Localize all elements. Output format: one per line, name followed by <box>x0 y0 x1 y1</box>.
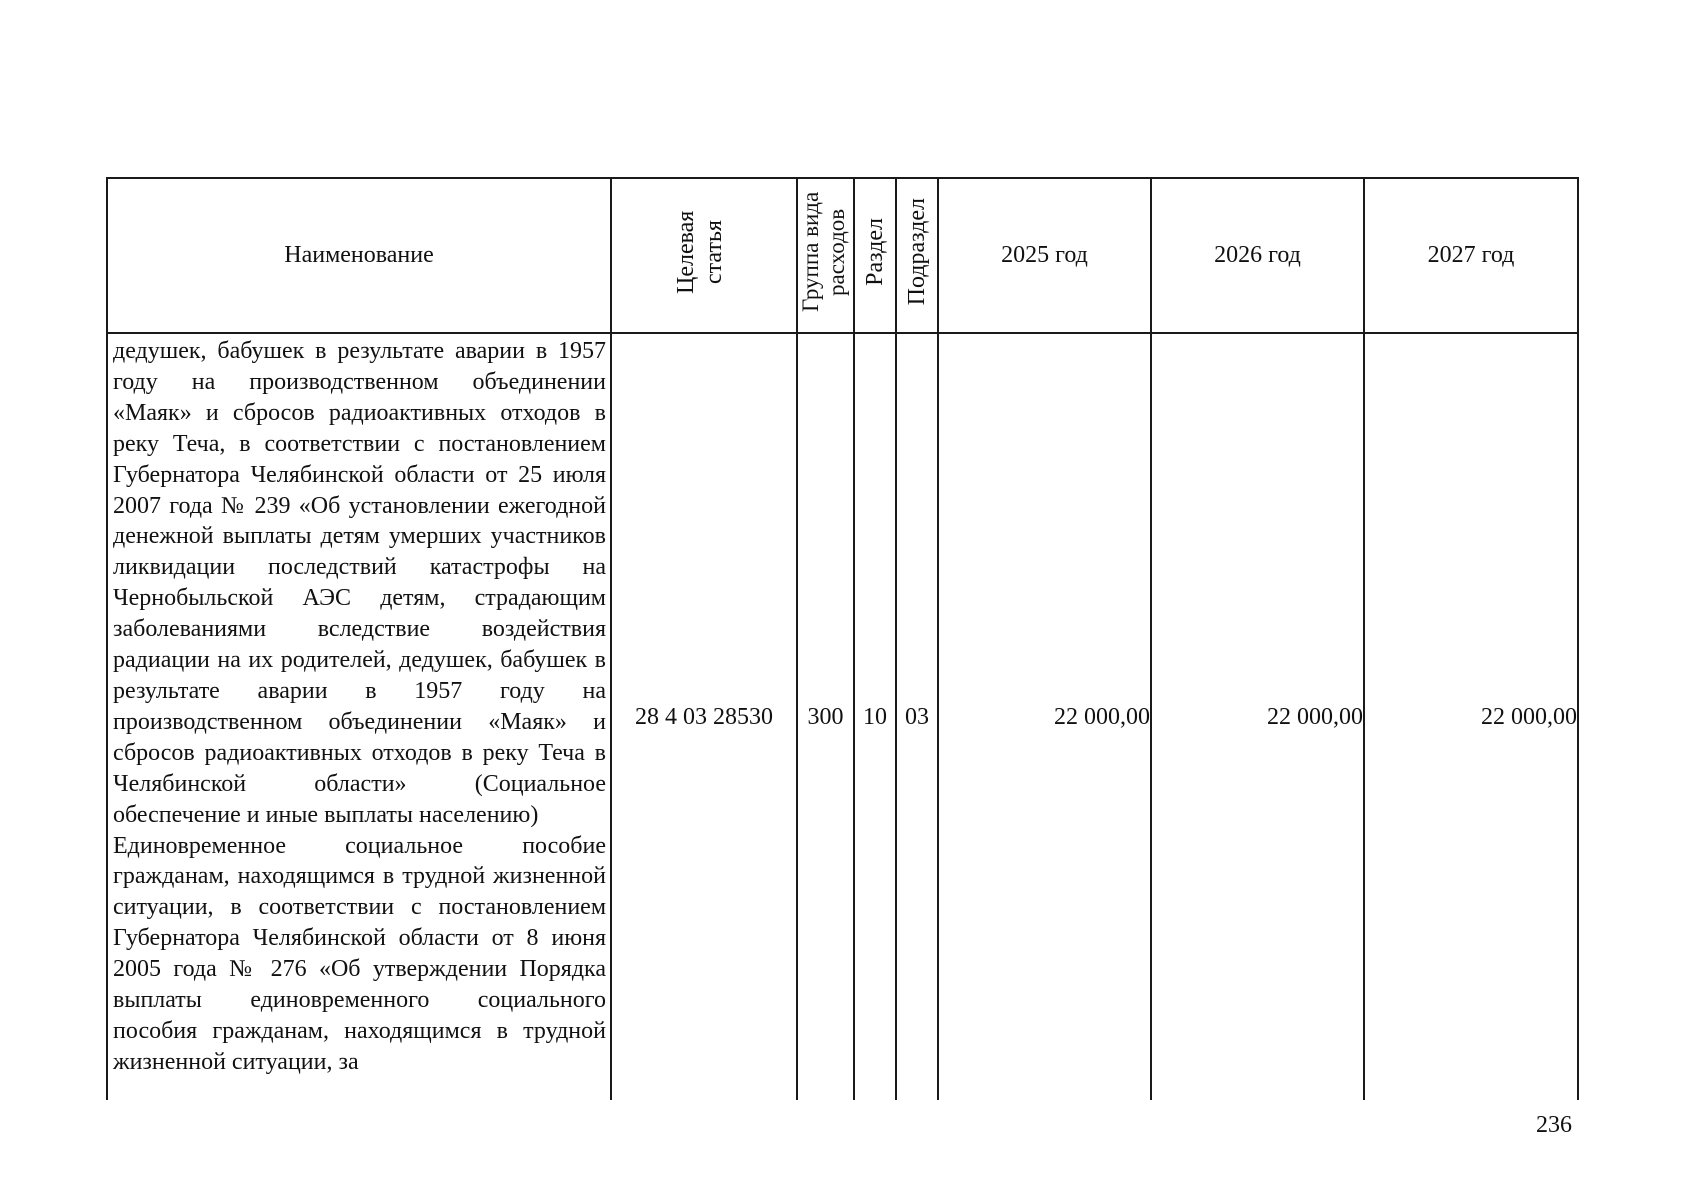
row-name-cell <box>107 333 611 1100</box>
header-target-article <box>611 178 797 333</box>
header-year-2027-label: 2027 год <box>1427 242 1515 268</box>
header-year-2026 <box>1151 178 1364 333</box>
row-target-article: 28 4 03 28530 <box>611 333 797 1100</box>
row-amount-2027: 22 000,00 <box>1364 333 1578 1100</box>
row-name-part1: дедушек, бабушек в результате аварии в 1957 году на производственном объединении «Маяк» и сбросов радиоактивных отходов в реку Теча, в соответствии с постановлением Губернатора Челябинской области от 25 июля 2007 года № 239 «Об установлении ежегодной денежной выплаты детям умерших участников ликвидации последствий катастрофы на Чернобыльской АЭС детям, страдающим заболеваниями вследствие воздействия радиации на их родителей, дедушек, бабушек в результате аварии в 1957 году на производственном объединении «Маяк» и сбросов радиоактивных отходов в реку Теча в Челябинской области» (Социальное обеспечение и иные выплаты населению) <box>113 338 606 828</box>
row-name-part2: Единовременное социальное пособие гражданам, находящимся в трудной жизненной ситуации, в соответствии с постановлением Губернатора Челябинской области от 8 июня 2005 года № 276 «Об утверждении Порядка выплаты единовременного социального пособия гражданам, находящимся в трудной жизненной ситуации, за <box>113 832 606 1075</box>
header-subsection-label: Подраздел <box>904 198 930 306</box>
header-section <box>854 178 896 333</box>
header-name-label: Наименование <box>284 242 434 268</box>
header-year-2025 <box>938 178 1151 333</box>
row-expense-group: 300 <box>797 333 854 1100</box>
header-expense-group-label: Группа вида расходов <box>798 191 849 313</box>
header-name <box>107 178 611 333</box>
budget-table <box>106 177 1579 1100</box>
header-year-2027 <box>1364 178 1578 333</box>
header-section-label: Раздел <box>862 218 888 286</box>
row-subsection: 03 <box>896 333 938 1100</box>
row-amount-2025: 22 000,00 <box>938 333 1151 1100</box>
header-target-article-label: Целевая статья <box>673 210 727 294</box>
header-year-2025-label: 2025 год <box>1001 242 1088 268</box>
table-header-row <box>107 178 1578 333</box>
page-number: 236 <box>1536 1112 1572 1138</box>
row-amount-2026: 22 000,00 <box>1151 333 1364 1100</box>
header-year-2026-label: 2026 год <box>1214 242 1301 268</box>
header-subsection <box>896 178 938 333</box>
table-row <box>107 333 1578 1100</box>
header-expense-group <box>797 178 854 333</box>
row-section: 10 <box>854 333 896 1100</box>
